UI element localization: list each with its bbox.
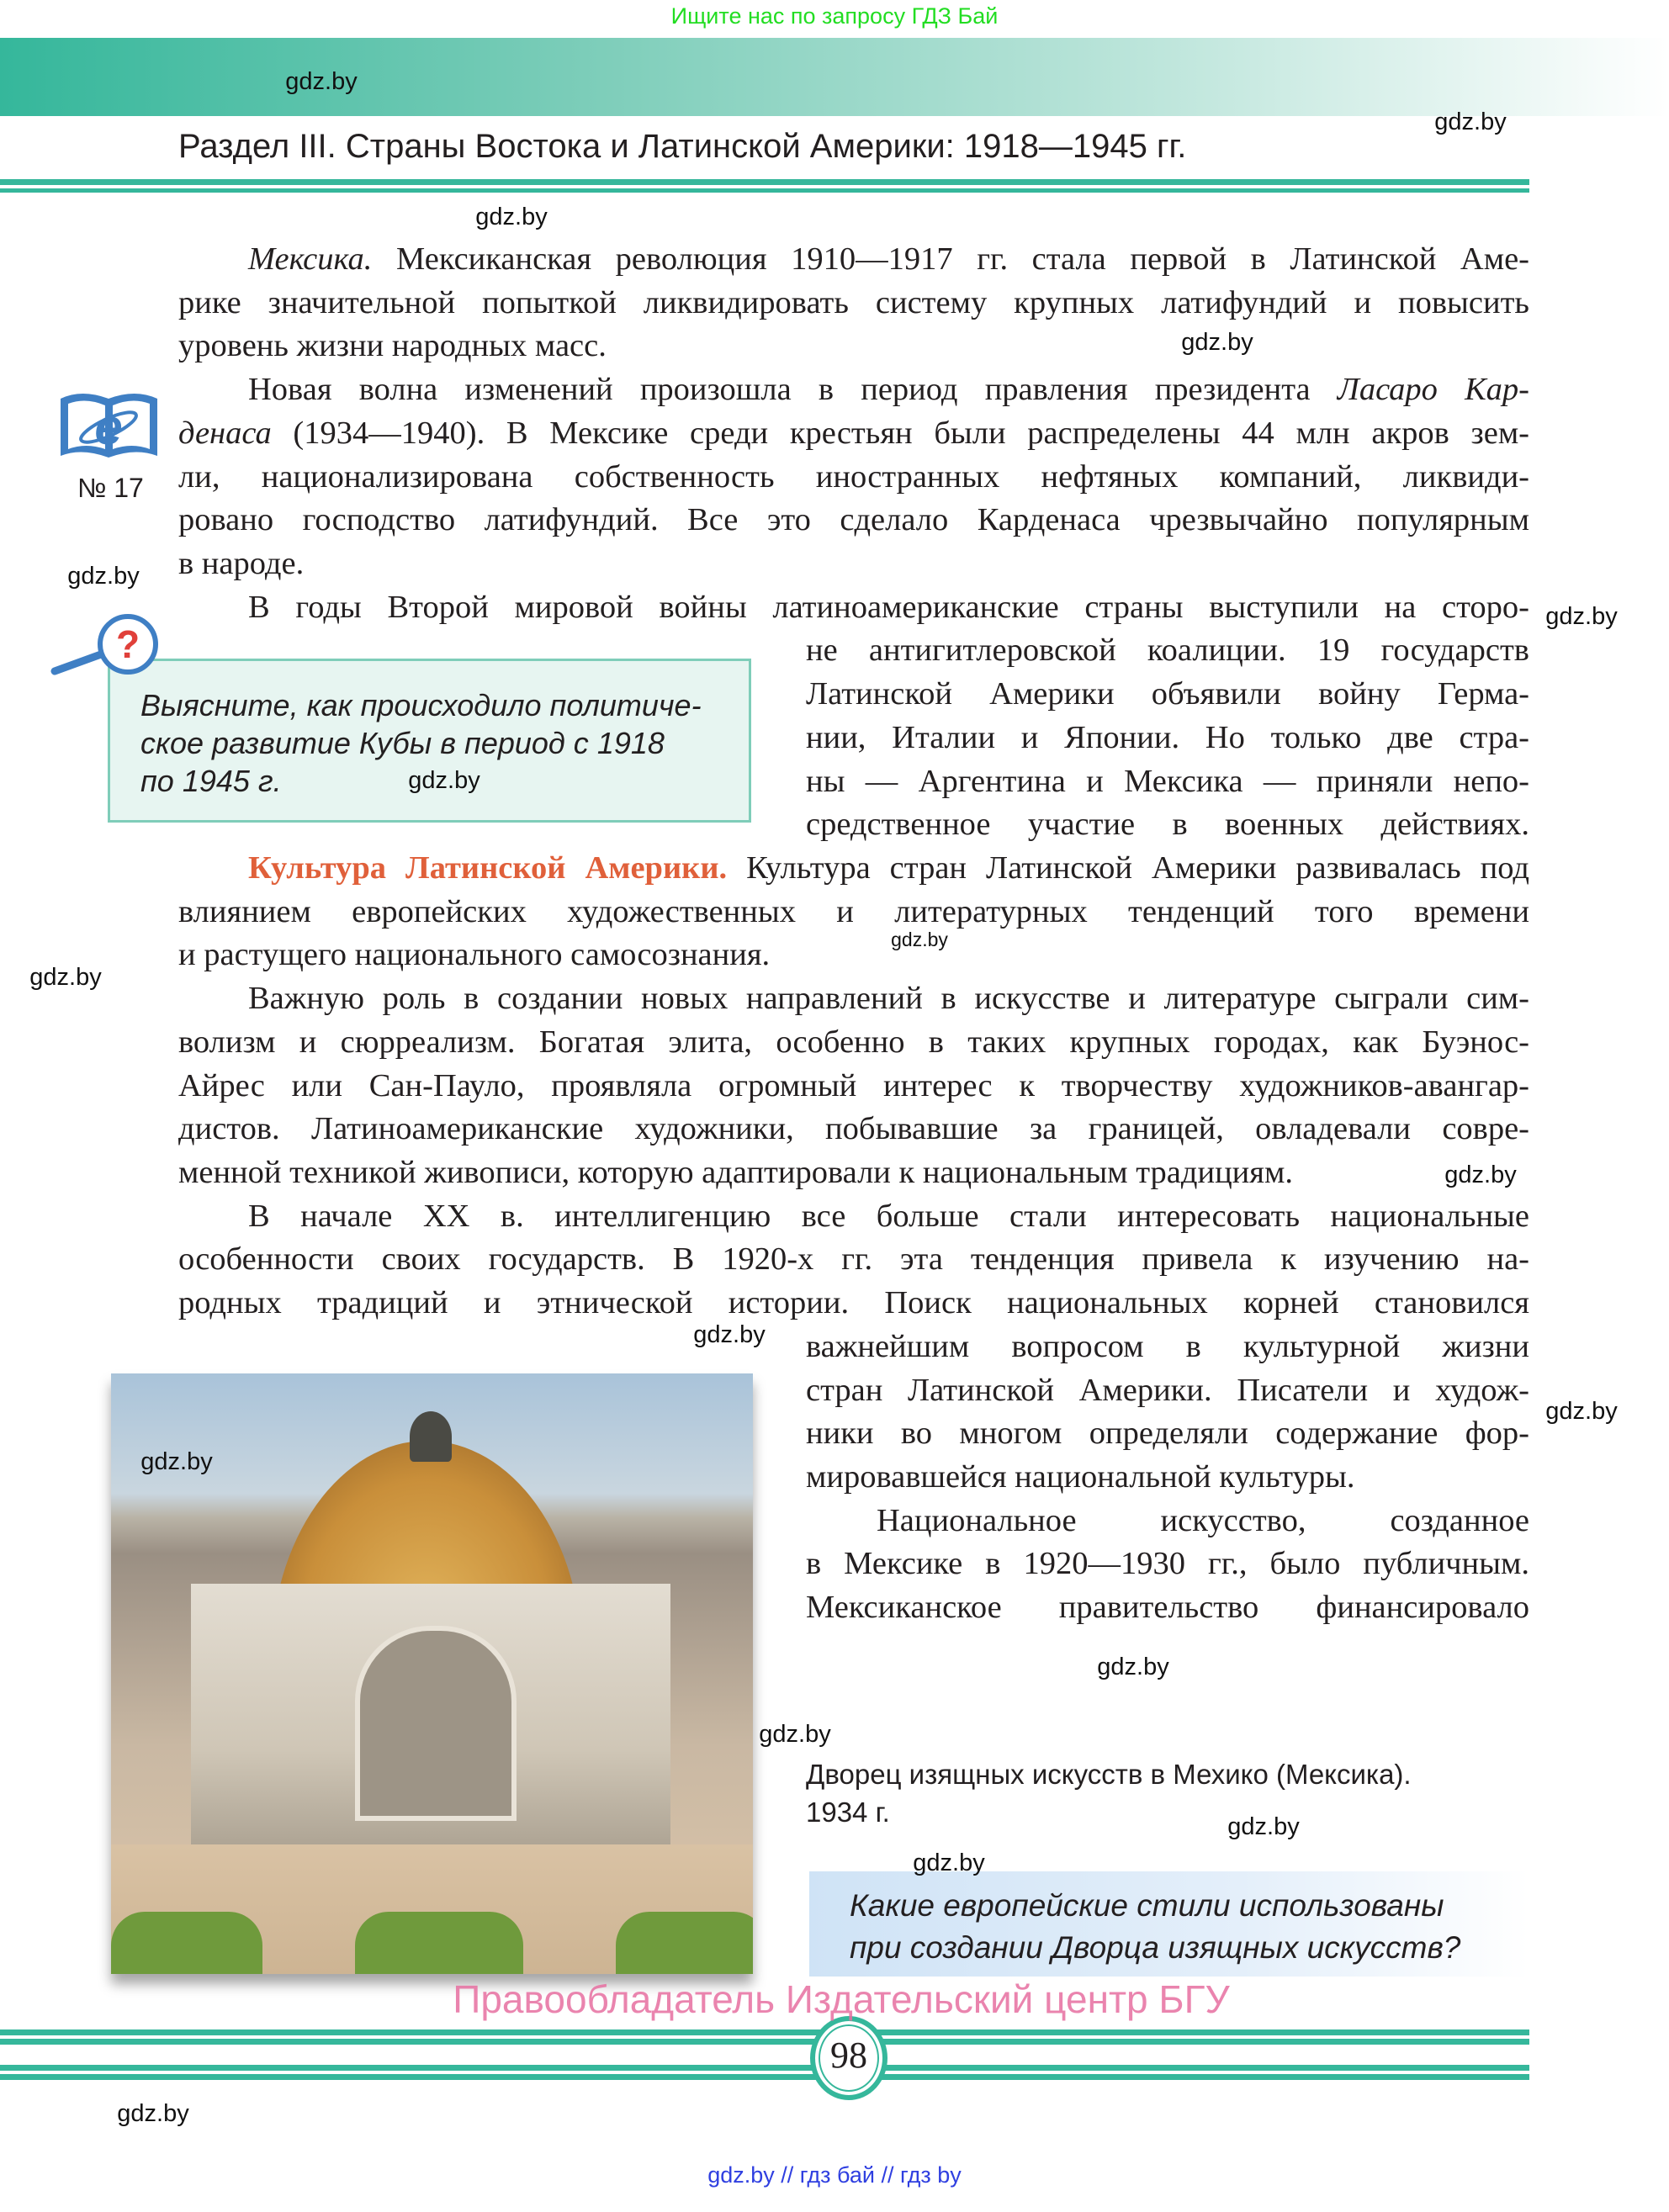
text-line <box>248 847 1529 889</box>
electronic-resource-book-icon[interactable] <box>56 389 162 464</box>
emphasis: денаса <box>178 415 272 451</box>
watermark: gdz.by <box>67 563 140 590</box>
emphasis: Ласаро Кар- <box>1337 372 1529 407</box>
header-band <box>0 38 1669 116</box>
text-line <box>178 412 1529 454</box>
text-line: средственное участие в военных действиях. <box>806 807 1529 842</box>
question-text: при создании Дворца изящных искусств? <box>850 1930 1461 1965</box>
question-text: ское развитие Кубы в период с 1918 <box>140 726 665 760</box>
text-line: Национальное искусство, созданное <box>877 1503 1529 1538</box>
text-line: ники во многом определяли содержание фор- <box>806 1416 1529 1451</box>
header-rule <box>0 179 1529 185</box>
text-line: ли, национализирована собственность иностранных нефтяных компаний, ликвиди- <box>178 459 1529 495</box>
watermark: gdz.by <box>913 1850 985 1876</box>
watermark: gdz.by <box>475 204 548 230</box>
watermark: gdz.by <box>140 1448 213 1475</box>
caption-line: Дворец изящных искусств в Мехико (Мексика). <box>806 1759 1412 1790</box>
watermark: gdz.by <box>1227 1813 1300 1840</box>
text-line: Мексиканское правительство финансировало <box>806 1590 1529 1625</box>
text-line: В начале XX в. интеллигенцию все больше стали интересовать национальные <box>248 1199 1529 1234</box>
subsection-heading: Культура Латинской Америки. <box>248 850 728 886</box>
watermark: gdz.by <box>1181 329 1253 356</box>
text-line <box>248 368 1529 410</box>
text-line: стран Латинской Америки. Писатели и худож- <box>806 1373 1529 1408</box>
text-line: нии, Италии и Японии. Но только две стра- <box>806 720 1529 755</box>
text-line: Айрес или Сан-Пауло, проявляла огромный интерес к творчеству художников-авангар- <box>178 1068 1529 1103</box>
watermark: gdz.by <box>759 1721 831 1748</box>
watermark: gdz.by <box>1545 603 1618 630</box>
text-line: уровень жизни народных масс. <box>178 328 607 363</box>
watermark: gdz.by <box>29 964 102 991</box>
text-line: мировавшейся национальной культуры. <box>806 1459 1355 1495</box>
text: Мексиканская революция 1910—1917 гг. стала первой в Латинской Аме- <box>372 241 1529 277</box>
text-line: ны — Аргентина и Мексика — приняли непо- <box>806 764 1529 799</box>
text-line: менной техникой живописи, которую адаптировали к национальным традициям. <box>178 1155 1293 1190</box>
magnifier-question-icon <box>50 612 164 680</box>
watermark: gdz.by <box>693 1321 766 1348</box>
text-line: волизм и сюрреализм. Богатая элита, особенно в таких крупных городах, как Буэнос- <box>178 1024 1529 1060</box>
text-line: не антигитлеровской коалиции. 19 государств <box>806 632 1529 668</box>
text-line: особенности своих государств. В 1920-х гг. эта тенденция привела к изучению на- <box>178 1241 1529 1277</box>
footer-rule <box>0 2074 1529 2080</box>
text-line: в народе. <box>178 546 305 581</box>
text-line: влиянием европейских художественных и литературных тенденций того времени <box>178 894 1529 929</box>
watermark: gdz.by <box>891 929 948 950</box>
watermark: gdz.by <box>1434 108 1507 135</box>
text-line: В годы Второй мировой войны латиноамериканские страны выступили на сторо- <box>248 590 1529 625</box>
section-title: Раздел III. Страны Востока и Латинской Америки: 1918—1945 гг. <box>178 128 1187 165</box>
watermark: gdz.by <box>117 2100 189 2127</box>
question-text: Выясните, как происходило политиче- <box>140 688 702 722</box>
footer-rule <box>0 2065 1529 2071</box>
text-line: Латинской Америки объявили войну Герма- <box>806 676 1529 712</box>
text-line: рике значительной попыткой ликвидировать систему крупных латифундий и повысить <box>178 285 1529 320</box>
text: Культура стран Латинской Америки развивалась под <box>727 850 1529 886</box>
watermark: gdz.by <box>1097 1654 1169 1680</box>
watermark: gdz.by <box>1545 1398 1618 1425</box>
footer-rule <box>0 2039 1529 2045</box>
text: Новая волна изменений произошла в период правления президента <box>248 372 1338 407</box>
text: (1934—1940). В Мексике среди крестьян были распределены 44 млн акров зем- <box>271 415 1529 451</box>
header-rule <box>0 188 1529 193</box>
photo-caption <box>806 1755 1412 1831</box>
footer-rule <box>0 2029 1529 2035</box>
question-text: Какие европейские стили использованы <box>850 1888 1444 1923</box>
text-line: Важную роль в создании новых направлений в искусстве и литературе сыграли сим- <box>248 981 1529 1016</box>
question-text: по 1945 г. <box>140 764 282 798</box>
svg-text:e: e <box>94 399 123 455</box>
caption-line: 1934 г. <box>806 1797 890 1828</box>
page-number: 98 <box>830 2035 867 2076</box>
text-line: ровано господство латифундий. Все это сделало Карденаса чрезвычайно популярным <box>178 502 1529 537</box>
text-line <box>248 238 1529 280</box>
text-line: важнейшим вопросом в культурной жизни <box>806 1329 1529 1364</box>
emphasis: Мексика. <box>248 241 373 277</box>
svg-text:?: ? <box>115 622 140 666</box>
text-line: родных традиций и этнической истории. Поиск национальных корней становился <box>178 1285 1529 1320</box>
bottom-links[interactable]: gdz.by // гдз бай // гдз by <box>707 2162 962 2188</box>
watermark: gdz.by <box>1444 1162 1517 1188</box>
watermark: gdz.by <box>285 68 358 95</box>
search-hint: Ищите нас по запросу ГДЗ Бай <box>670 3 999 29</box>
watermark: gdz.by <box>408 767 480 794</box>
text-line: дистов. Латиноамериканские художники, побывавшие за границей, овладевали совре- <box>178 1111 1529 1146</box>
text-line: в Мексике в 1920—1930 гг., было публичным. <box>806 1546 1529 1581</box>
text-line: и растущего национального самосознания. <box>178 937 771 972</box>
rights-watermark: Правообладатель Издательский центр БГУ <box>453 1977 1230 2021</box>
resource-number: № 17 <box>77 473 144 503</box>
